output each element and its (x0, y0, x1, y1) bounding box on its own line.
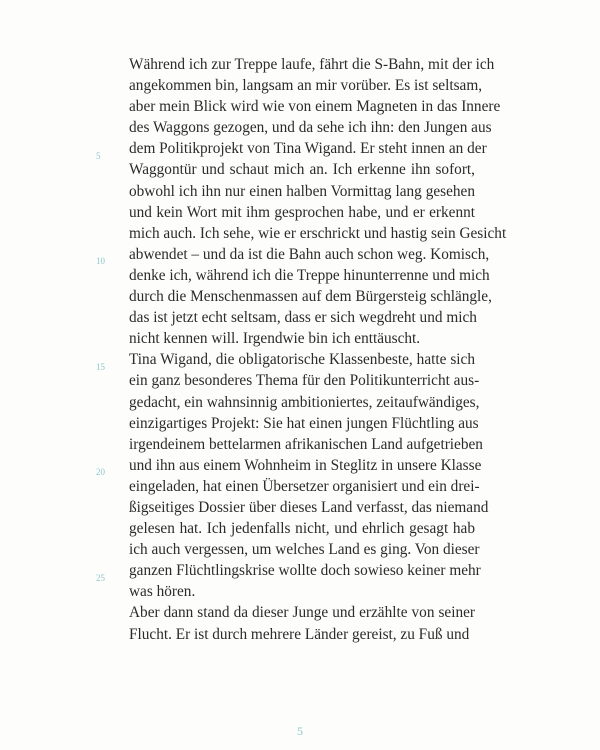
text-line: nicht kennen will. Irgendwie bin ich enttäuscht. (129, 330, 421, 348)
text-line: Flucht. Er ist durch mehrere Länder gereist, zu Fuß und (129, 625, 470, 643)
text-line: aber mein Blick wird wie von einem Magneten in das Innere (129, 98, 501, 116)
line-number: 5 (96, 151, 101, 161)
text-line: was hören. (129, 583, 196, 601)
text-line: Aber dann stand da dieser Junge und erzählte von seiner (129, 604, 475, 622)
text-line: Tina Wigand, die obligatorische Klassenbeste, hatte sich (129, 351, 475, 369)
text-line: ein ganz besonderes Thema für den Politikunterricht aus- (129, 372, 480, 390)
text-line: einzigartiges Projekt: Sie hat einen jungen Flüchtling aus (129, 414, 479, 432)
text-line: und ihn aus einem Wohnheim in Steglitz in unsere Klasse (129, 456, 482, 474)
text-line: denke ich, während ich die Treppe hinunterrenne und mich (129, 266, 490, 284)
text-line: das ist jetzt echt seltsam, dass er sich wegdreht und mich (129, 309, 477, 327)
text-line: abwendet – und da ist die Bahn auch schon weg. Komisch, (129, 245, 490, 263)
text-line: Während ich zur Treppe laufe, fährt die S-Bahn, mit der ich (129, 56, 495, 73)
text-line: durch die Menschenmassen auf dem Bürgersteig schlängle, (129, 288, 492, 306)
text-line: angekommen bin, langsam an mir vorüber. Es ist seltsam, (129, 77, 483, 95)
text-line: mich auch. Ich sehe, wie er erschrickt und hastig sein Gesicht (129, 224, 507, 242)
line-number: 10 (96, 256, 105, 266)
text-line: obwohl ich ihn nur einen halben Vormittag lang gesehen (129, 182, 475, 200)
text-line: gedacht, ein wahnsinnig ambitioniertes, zeitaufwändiges, (129, 393, 480, 411)
body-text (129, 54, 507, 645)
text-line: dem Politikprojekt von Tina Wigand. Er steht innen an der (129, 140, 487, 158)
text-line: des Waggons gezogen, und da sehe ich ihn: den Jungen aus (129, 119, 492, 137)
page-number: 5 (297, 724, 303, 738)
text-line: irgendeinem bettelarmen afrikanischen Land aufgetrieben (129, 435, 483, 453)
text-line: eingeladen, hat einen Übersetzer organisiert und ein drei- (129, 477, 480, 495)
text-line: Waggontür und schaut mich an. Ich erkenne ihn sofort, (129, 161, 475, 179)
text-line: ßigseitiges Dossier über dieses Land verfasst, das niemand (129, 498, 489, 516)
text-line: ganzen Flüchtlingskrise wollte doch sowieso keiner mehr (129, 562, 481, 580)
line-number: 15 (96, 362, 105, 372)
text-line: gelesen hat. Ich jedenfalls nicht, und ehrlich gesagt hab (129, 520, 475, 538)
line-number: 25 (96, 573, 105, 583)
text-line: und kein Wort mit ihm gesprochen habe, und er erkennt (129, 203, 475, 221)
line-number: 20 (96, 467, 105, 477)
text-line: ich auch vergessen, um welches Land es ging. Von dieser (129, 541, 480, 559)
